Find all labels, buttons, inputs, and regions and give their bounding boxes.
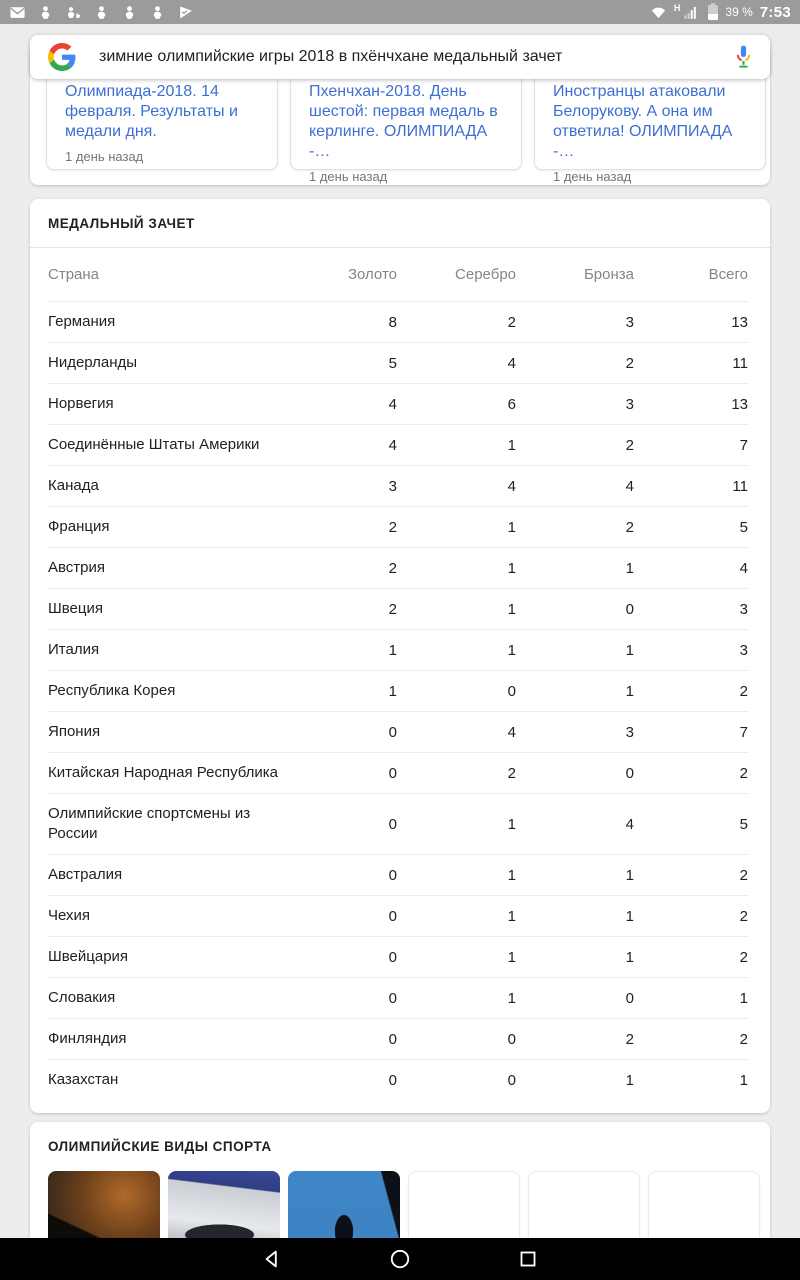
medal-count-cell: 0	[625, 989, 634, 1007]
medal-count-cell: 8	[388, 313, 397, 331]
medal-count-cell: 0	[625, 764, 634, 782]
medal-table-body	[48, 302, 748, 1100]
medal-count-cell: 7	[739, 723, 748, 741]
medal-count-cell: 4	[388, 395, 397, 413]
table-row	[48, 855, 748, 896]
country-cell: Соединённые Штаты Америки	[48, 436, 260, 453]
medal-count-cell: 1	[507, 866, 516, 884]
country-cell: Норвегия	[48, 395, 114, 412]
country-cell: Франция	[48, 518, 110, 535]
medal-table-card	[30, 199, 770, 1113]
medal-count-cell: 6	[507, 395, 516, 413]
medal-count-cell: 1	[507, 815, 516, 833]
medal-count-cell: 1	[739, 1071, 748, 1089]
medal-count-cell: 4	[388, 436, 397, 454]
person-icon	[93, 4, 110, 21]
wifi-icon	[650, 4, 667, 21]
medal-count-cell: 1	[625, 682, 634, 700]
mail-icon	[9, 4, 26, 21]
medal-count-cell: 2	[507, 313, 516, 331]
table-row	[48, 384, 748, 425]
country-cell: Канада	[48, 477, 99, 494]
table-row	[48, 671, 748, 712]
medal-count-cell: 2	[739, 907, 748, 925]
medal-count-cell: 4	[739, 559, 748, 577]
google-logo-icon	[48, 43, 76, 71]
medal-count-cell: 0	[388, 764, 397, 782]
table-row	[48, 589, 748, 630]
medal-count-cell: 13	[731, 313, 748, 331]
person-icon	[37, 4, 54, 21]
medal-count-cell: 0	[388, 948, 397, 966]
table-row	[48, 896, 748, 937]
table-row	[48, 630, 748, 671]
medal-count-cell: 2	[739, 682, 748, 700]
back-icon[interactable]	[259, 1246, 285, 1272]
medal-count-cell: 13	[731, 395, 748, 413]
medal-count-cell: 2	[507, 764, 516, 782]
medal-count-cell: 1	[507, 641, 516, 659]
medal-count-cell: 2	[625, 1030, 634, 1048]
medal-count-cell: 4	[507, 723, 516, 741]
country-cell: Австрия	[48, 559, 106, 576]
flag-check-icon	[177, 4, 194, 21]
table-row	[48, 466, 748, 507]
country-cell: Финляндия	[48, 1030, 127, 1047]
table-row	[48, 937, 748, 978]
news-title[interactable]: Пхенчхан-2018. День шестой: первая медаль в керлинге. ОЛИМПИАДА -…	[309, 83, 498, 160]
network-type-label: H	[673, 3, 681, 13]
medal-count-cell: 3	[625, 395, 634, 413]
medal-count-cell: 0	[388, 1030, 397, 1048]
medal-count-cell: 4	[507, 354, 516, 372]
medal-count-cell: 1	[388, 641, 397, 659]
medal-count-cell: 1	[625, 866, 634, 884]
medal-table	[30, 248, 770, 1113]
medal-count-cell: 0	[388, 866, 397, 884]
medal-count-cell: 3	[388, 477, 397, 495]
medal-count-cell: 1	[625, 1071, 634, 1089]
medal-count-cell: 1	[507, 559, 516, 577]
medal-count-cell: 2	[625, 354, 634, 372]
column-header: Золото	[347, 266, 397, 283]
table-row	[48, 1019, 748, 1060]
medal-count-cell: 2	[739, 948, 748, 966]
news-title[interactable]: Олимпиада-2018. 14 февраля. Результаты и медали дня.	[65, 83, 238, 140]
olympic-sports-title: ОЛИМПИЙСКИЕ ВИДЫ СПОРТА	[48, 1139, 272, 1154]
medal-count-cell: 11	[732, 354, 748, 372]
medal-count-cell: 3	[739, 641, 748, 659]
medal-count-cell: 1	[507, 518, 516, 536]
person-icon	[121, 4, 138, 21]
news-age: 1 день назад	[309, 169, 388, 184]
person-thumb-icon	[65, 4, 82, 21]
country-cell: Швеция	[48, 600, 103, 617]
medal-count-cell: 1	[507, 948, 516, 966]
clock: 7:53	[759, 3, 791, 21]
table-row	[48, 978, 748, 1019]
medal-count-cell: 3	[739, 600, 748, 618]
medal-count-cell: 0	[388, 907, 397, 925]
status-right-cluster	[650, 0, 791, 24]
medal-count-cell: 4	[625, 477, 634, 495]
table-row	[48, 302, 748, 343]
column-header: Всего	[708, 266, 748, 283]
medal-count-cell: 0	[388, 1071, 397, 1089]
country-cell: Казахстан	[48, 1071, 119, 1088]
medal-count-cell: 1	[507, 989, 516, 1007]
person-icon	[149, 4, 166, 21]
country-cell: Республика Корея	[48, 682, 176, 699]
table-row	[48, 507, 748, 548]
column-header: Бронза	[583, 266, 634, 283]
medal-count-cell: 1	[507, 907, 516, 925]
column-header: Страна	[48, 265, 100, 283]
medal-count-cell: 0	[507, 1030, 516, 1048]
news-title[interactable]: Иностранцы атаковали Белорукову. А она им ответила! ОЛИМПИАДА -…	[553, 83, 733, 160]
google-search-bar[interactable]	[30, 35, 770, 79]
table-row	[48, 343, 748, 384]
country-cell: Япония	[48, 723, 101, 740]
battery-percent: 39 %	[725, 5, 753, 19]
news-age: 1 день назад	[65, 149, 144, 164]
medal-count-cell: 0	[388, 723, 397, 741]
country-cell: Чехия	[48, 907, 91, 924]
medal-count-cell: 4	[625, 815, 634, 833]
medal-count-cell: 5	[388, 354, 397, 372]
medal-count-cell: 1	[625, 641, 634, 659]
medal-count-cell: 1	[625, 559, 634, 577]
country-cell: Олимпийские спортсмены из России	[48, 805, 251, 842]
status-bar	[0, 0, 800, 24]
medal-count-cell: 1	[625, 948, 634, 966]
country-cell: Китайская Народная Республика	[48, 764, 279, 781]
medal-count-cell: 11	[732, 477, 748, 495]
medal-count-cell: 7	[739, 436, 748, 454]
table-row	[48, 794, 748, 855]
news-age: 1 день назад	[553, 169, 632, 184]
medal-count-cell: 2	[388, 600, 397, 618]
table-row	[48, 425, 748, 466]
medal-count-cell: 2	[739, 1030, 748, 1048]
table-row	[48, 753, 748, 794]
table-row	[48, 548, 748, 589]
medal-count-cell: 1	[739, 989, 748, 1007]
search-input[interactable]: зимние олимпийские игры 2018 в пхёнчхане медальный зачет	[99, 48, 563, 65]
recents-icon[interactable]	[515, 1246, 541, 1272]
country-cell: Нидерланды	[48, 354, 138, 371]
medal-count-cell: 0	[625, 600, 634, 618]
medal-count-cell: 4	[507, 477, 516, 495]
medal-count-cell: 0	[507, 1071, 516, 1089]
medal-count-cell: 3	[625, 723, 634, 741]
column-header: Серебро	[455, 266, 516, 283]
medal-count-cell: 1	[625, 907, 634, 925]
country-cell: Швейцария	[48, 948, 129, 965]
medal-count-cell: 5	[739, 815, 748, 833]
medal-count-cell: 1	[507, 600, 516, 618]
medal-table-title: МЕДАЛЬНЫЙ ЗАЧЕТ	[30, 199, 770, 248]
medal-count-cell: 0	[507, 682, 516, 700]
medal-table-header	[48, 248, 748, 302]
medal-count-cell: 2	[388, 559, 397, 577]
voice-search-mic-icon[interactable]	[733, 43, 754, 71]
country-cell: Австралия	[48, 866, 123, 883]
medal-count-cell: 2	[625, 518, 634, 536]
medal-count-cell: 2	[388, 518, 397, 536]
signal-icon	[682, 4, 699, 21]
status-left-icons	[9, 0, 194, 24]
medal-count-cell: 0	[388, 815, 397, 833]
table-row	[48, 712, 748, 753]
medal-count-cell: 3	[625, 313, 634, 331]
country-cell: Италия	[48, 641, 100, 658]
country-cell: Германия	[48, 313, 116, 330]
table-row	[48, 1060, 748, 1100]
medal-count-cell: 2	[739, 866, 748, 884]
battery-icon	[708, 5, 718, 20]
medal-count-cell: 2	[739, 764, 748, 782]
country-cell: Словакия	[48, 989, 116, 1006]
medal-count-cell: 5	[739, 518, 748, 536]
medal-count-cell: 2	[625, 436, 634, 454]
medal-count-cell: 0	[388, 989, 397, 1007]
android-nav-bar	[0, 1238, 800, 1280]
medal-count-cell: 1	[507, 436, 516, 454]
medal-count-cell: 1	[388, 682, 397, 700]
home-icon[interactable]	[387, 1246, 413, 1272]
